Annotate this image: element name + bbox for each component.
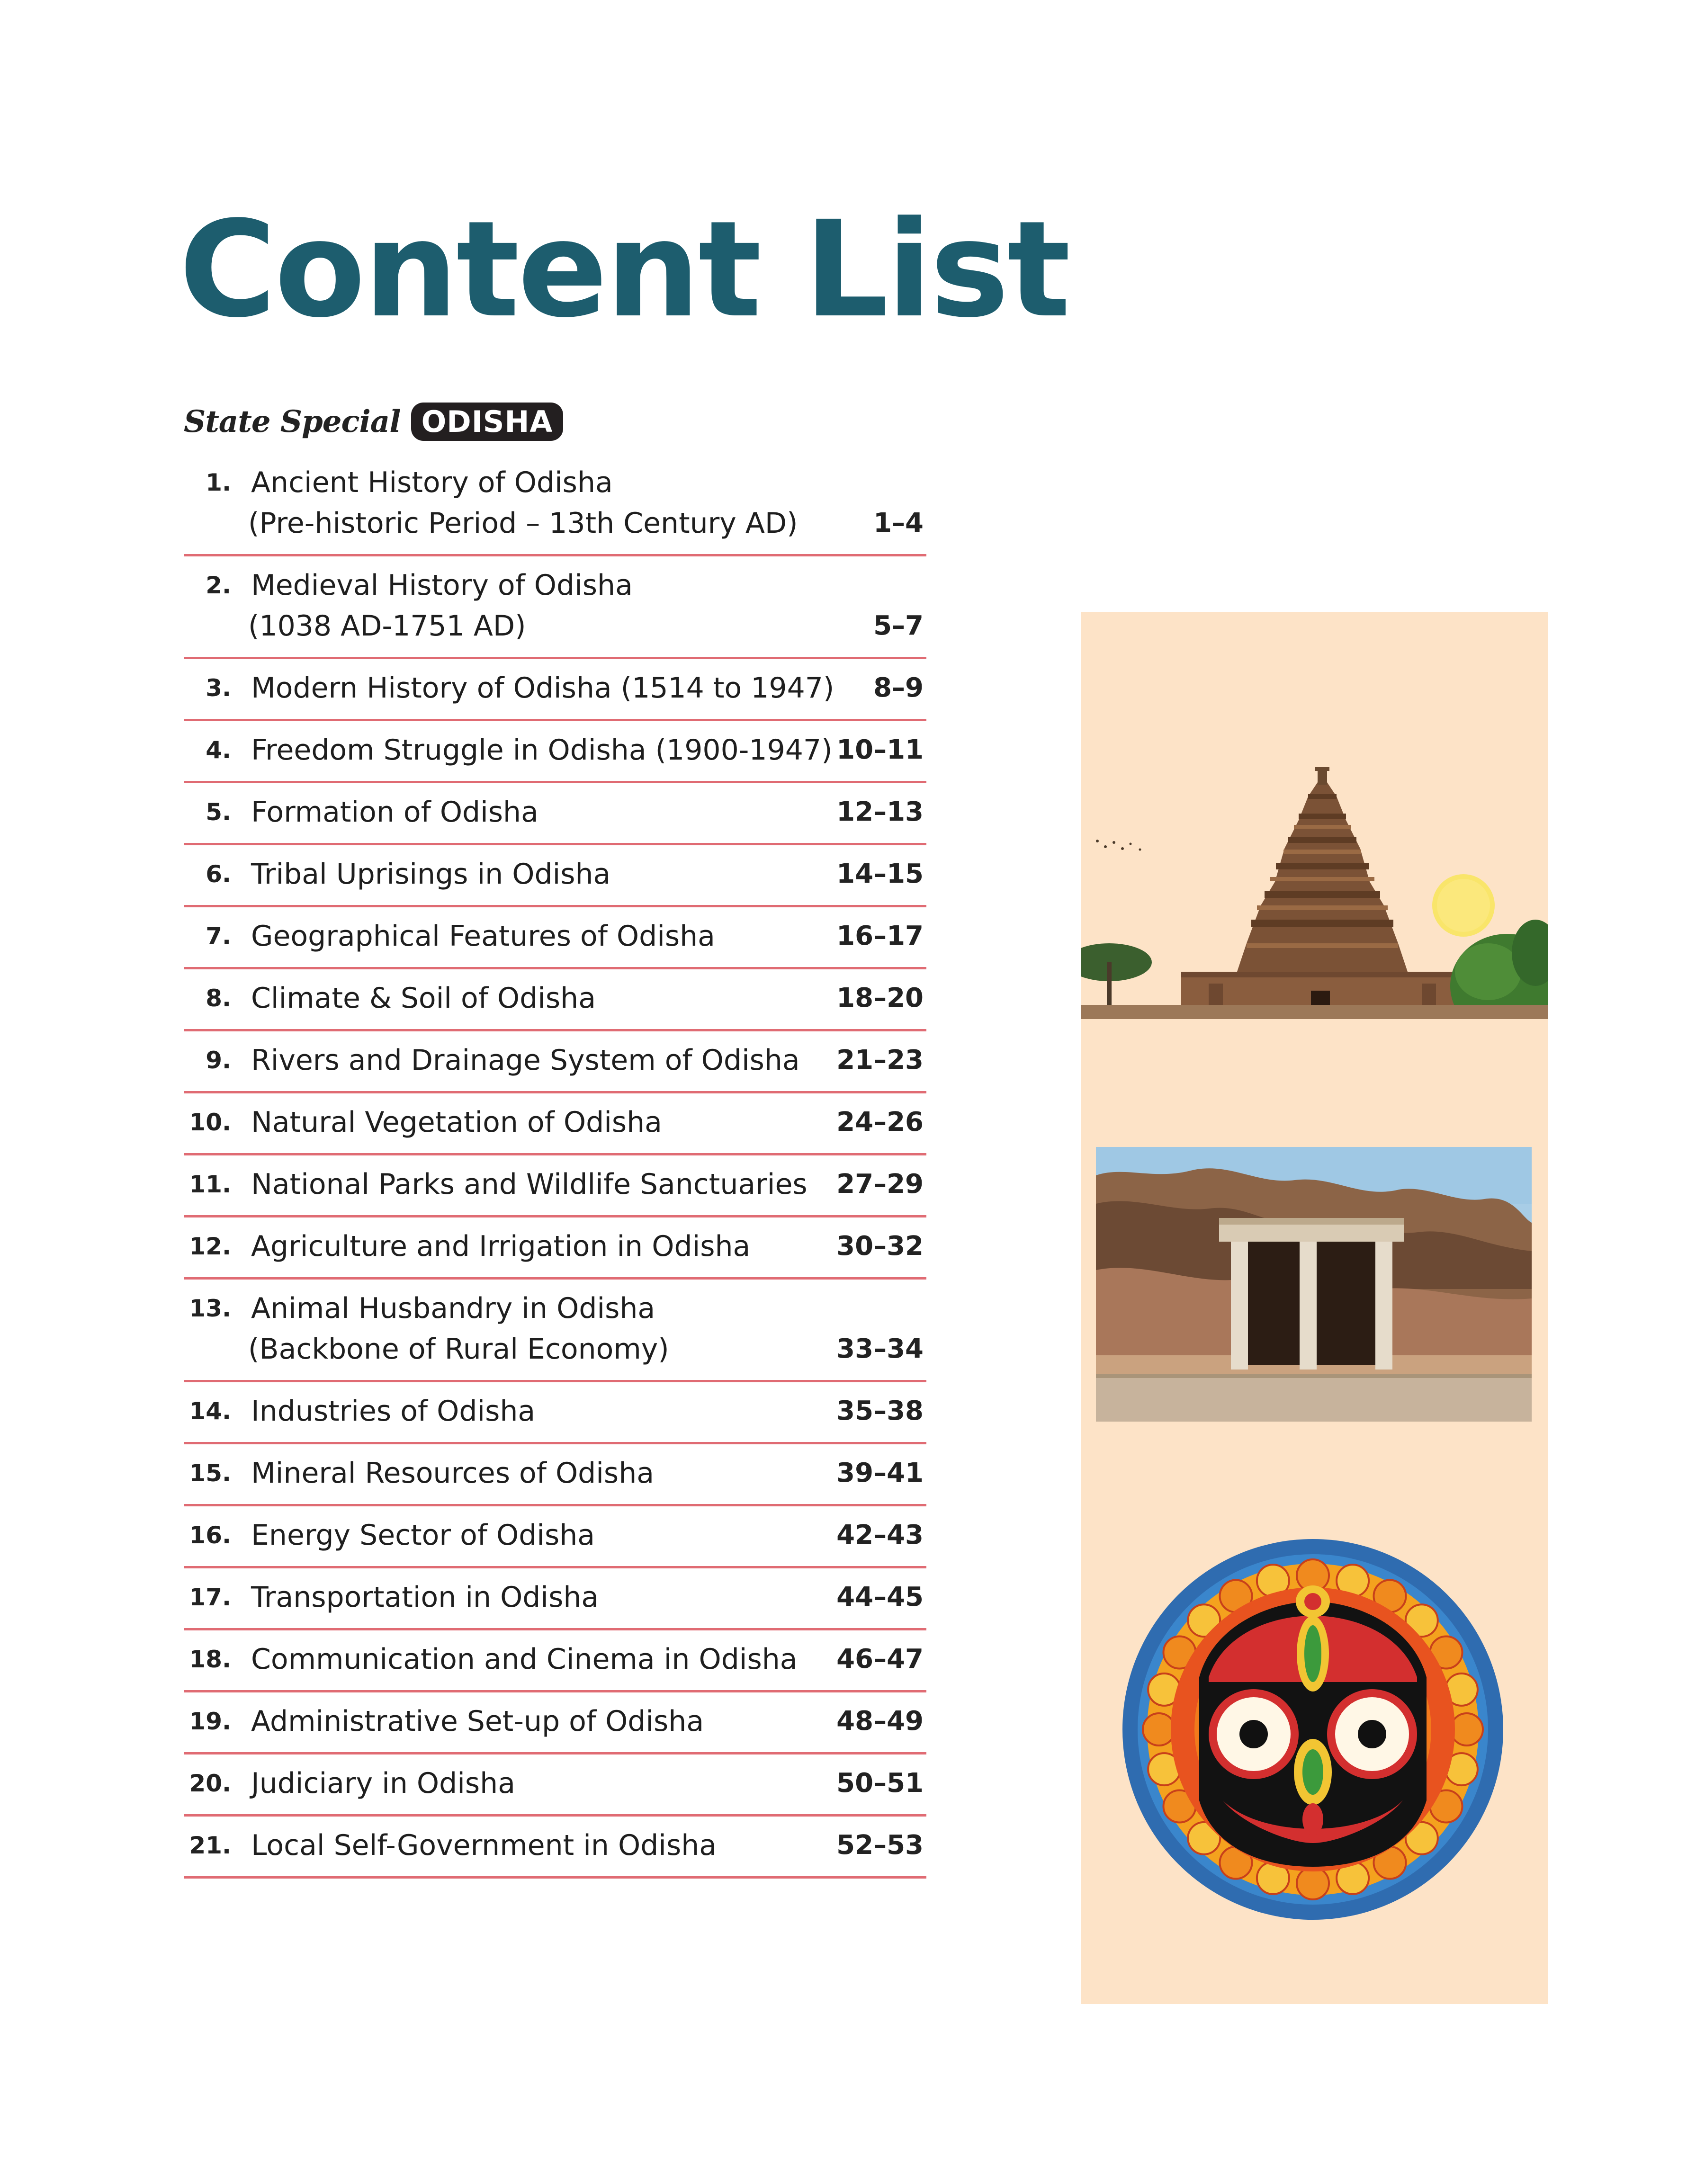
toc-entry-number: 20. (189, 1770, 231, 1797)
toc-entry-number: 1. (206, 469, 231, 496)
section-label: State Special (184, 403, 401, 439)
toc-entry-pages: 46–47 (836, 1644, 924, 1674)
toc-entry-pages: 42–43 (836, 1520, 924, 1550)
toc-entry-number: 2. (206, 572, 231, 599)
toc-entry (184, 907, 926, 969)
toc-entry-title: Communication and Cinema in Odisha (251, 1643, 798, 1676)
toc-entry-title: Climate & Soil of Odisha (251, 982, 596, 1015)
toc-entry (184, 1568, 926, 1630)
toc-entry-title: National Parks and Wildlife Sanctuaries (251, 1168, 808, 1201)
toc-entry-title: Natural Vegetation of Odisha (251, 1106, 662, 1139)
section-heading (184, 398, 563, 445)
toc-entry-pages: 50–51 (836, 1768, 924, 1799)
toc-entry-pages: 52–53 (836, 1830, 924, 1861)
toc-entry-pages: 18–20 (836, 983, 924, 1013)
toc-entry (184, 659, 926, 721)
toc-entry-number: 8. (206, 985, 231, 1012)
toc-entry-pages: 24–26 (836, 1107, 924, 1137)
section-badge: ODISHA (411, 403, 564, 441)
toc-entry-title: Geographical Features of Odisha (251, 920, 715, 953)
toc-entry-number: 12. (189, 1233, 231, 1260)
toc-entry-title: Tribal Uprisings in Odisha (251, 858, 611, 891)
toc-entry-pages: 10–11 (836, 734, 924, 765)
toc-entry-title: Transportation in Odisha (251, 1581, 599, 1614)
toc-entry-title: (1038 AD-1751 AD) (248, 609, 526, 643)
toc-entry (184, 1093, 926, 1155)
toc-entry-number: 4. (206, 736, 231, 764)
toc-entry-number: 17. (189, 1584, 231, 1611)
toc-entry (184, 454, 926, 556)
toc-entry-title: Mineral Resources of Odisha (251, 1457, 654, 1490)
toc-entry-number: 19. (189, 1708, 231, 1735)
toc-entry-pages: 16–17 (836, 921, 924, 951)
toc-entry-title: Administrative Set-up of Odisha (251, 1705, 704, 1738)
toc-entry (184, 783, 926, 845)
toc-entry (184, 1155, 926, 1217)
toc-entry-title: Modern History of Odisha (1514 to 1947) (251, 671, 835, 705)
toc-entry (184, 1382, 926, 1444)
toc-entry (184, 721, 926, 783)
toc-entry-number: 5. (206, 798, 231, 826)
toc-entry-title: Judiciary in Odisha (251, 1767, 515, 1800)
toc-entry-pages: 8–9 (873, 672, 924, 703)
toc-entry (184, 1444, 926, 1506)
toc-entry-title: Medieval History of Odisha (251, 569, 633, 602)
toc-entry (184, 1031, 926, 1093)
toc-entry-pages: 27–29 (836, 1169, 924, 1199)
toc-entry-number: 21. (189, 1832, 231, 1859)
toc-entry (184, 556, 926, 659)
toc-entry-title: (Pre-historic Period – 13th Century AD) (248, 507, 798, 540)
toc-entry-pages: 35–38 (836, 1396, 924, 1426)
toc-entry-title: Agriculture and Irrigation in Odisha (251, 1230, 751, 1263)
page-title: Content List (179, 193, 1069, 347)
toc-entry (184, 1280, 926, 1382)
toc-entry-pages: 33–34 (836, 1334, 924, 1364)
toc-entry (184, 1630, 926, 1692)
toc-entry-number: 13. (189, 1295, 231, 1322)
toc-entry (184, 1817, 926, 1879)
toc-entry-pages: 30–32 (836, 1231, 924, 1262)
toc-entry-title: Ancient History of Odisha (251, 466, 613, 499)
toc-entry-number: 16. (189, 1522, 231, 1549)
toc-entry (184, 1217, 926, 1280)
sidebar-image-strip (1081, 612, 1548, 2004)
toc-entry (184, 1754, 926, 1817)
toc-entry-pages: 14–15 (836, 859, 924, 889)
toc-entry-pages: 12–13 (836, 797, 924, 827)
toc-entry-title: Freedom Struggle in Odisha (1900-1947) (251, 734, 833, 767)
toc-entry (184, 1692, 926, 1754)
toc-entry-title: Animal Husbandry in Odisha (251, 1292, 655, 1325)
toc-entry-title: Formation of Odisha (251, 796, 538, 829)
table-of-contents (184, 454, 926, 1879)
toc-entry-number: 11. (189, 1171, 231, 1198)
toc-entry-pages: 5–7 (873, 610, 924, 641)
toc-entry-title: (Backbone of Rural Economy) (248, 1333, 669, 1366)
toc-entry-number: 14. (189, 1397, 231, 1425)
toc-entry-number: 3. (206, 674, 231, 702)
caves-image (1096, 1147, 1532, 1422)
toc-entry-number: 10. (189, 1109, 231, 1136)
toc-entry-title: Industries of Odisha (251, 1395, 536, 1428)
toc-entry-title: Energy Sector of Odisha (251, 1519, 595, 1552)
toc-entry-pages: 48–49 (836, 1706, 924, 1736)
toc-entry-pages: 44–45 (836, 1582, 924, 1612)
toc-entry-number: 18. (189, 1646, 231, 1673)
toc-entry-number: 9. (206, 1047, 231, 1074)
toc-entry (184, 969, 926, 1031)
jagannath-plate-image (1119, 1535, 1507, 1924)
sun-temple-image (1081, 707, 1548, 1019)
toc-entry-number: 6. (206, 860, 231, 888)
toc-entry-pages: 1–4 (873, 508, 924, 538)
toc-entry-pages: 21–23 (836, 1045, 924, 1075)
toc-entry-number: 15. (189, 1459, 231, 1487)
toc-entry-title: Rivers and Drainage System of Odisha (251, 1044, 800, 1077)
toc-entry (184, 1506, 926, 1568)
toc-entry-title: Local Self-Government in Odisha (251, 1829, 717, 1862)
toc-entry (184, 845, 926, 907)
toc-entry-pages: 39–41 (836, 1458, 924, 1488)
toc-entry-number: 7. (206, 922, 231, 950)
